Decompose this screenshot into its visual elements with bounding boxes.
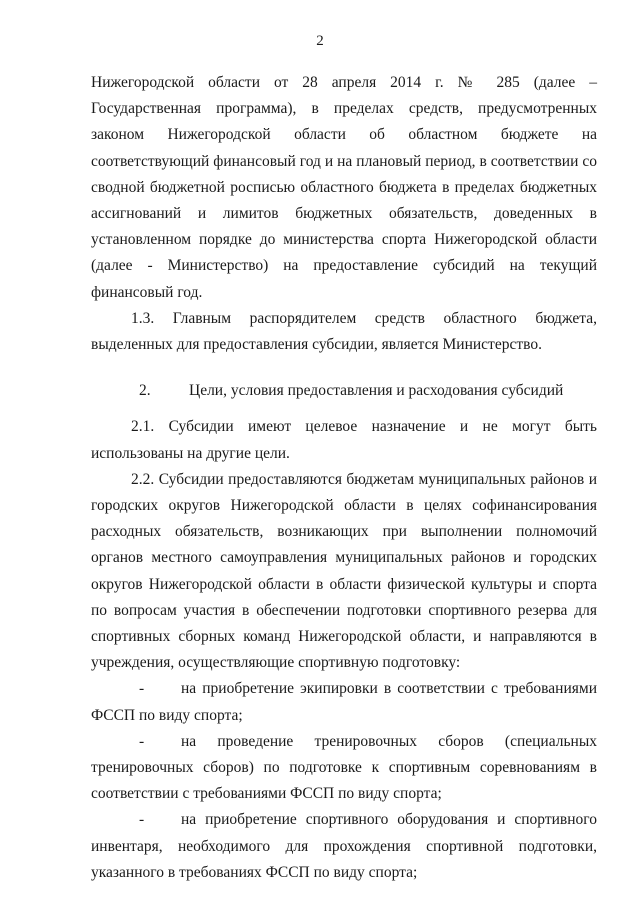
paragraph-2-2: 2.2. Субсидии предоставляются бюджетам муниципальных районов и городских округов Нижегородской области в целях софинансирования расходных обязательств, возникающих при выполнении полномочий органов местного самоуправления муниципальных районов и городских округов Нижегородской области в области физической культуры и спорта по вопросам участия в обеспечении подготовки спортивного резерва для спортивных сборных команд Нижегородской области, и направляются в учреждения, осуществляющие спортивную подготовку: <box>91 470 597 672</box>
paragraph-1-3: 1.3. Главным распорядителем средств областного бюджета, выделенных для предоставления субсидии, является Министерство. <box>91 309 597 354</box>
section-number: 2. <box>139 382 151 400</box>
list-item-text: на проведение тренировочных сборов (специальных тренировочных сборов) по подготовке к спортивным соревнованиям в соответствии с требованиями ФССП по виду спорта; <box>91 732 597 803</box>
list-item <box>91 807 597 886</box>
list-dash: - <box>139 811 145 829</box>
list-item-text: на приобретение спортивного оборудования и спортивного инвентаря, необходимого для прохождения спортивной подготовки, указанного в требованиях ФССП по виду спорта; <box>91 811 597 881</box>
document-body <box>91 70 597 886</box>
section-heading <box>91 378 597 404</box>
section-title: Цели, условия предоставления и расходования субсидий <box>189 382 564 400</box>
paragraph-2-1: 2.1. Субсидии имеют целевое назначение и не могут быть использованы на другие цели. <box>91 418 597 462</box>
list-item-text: на приобретение экипировки в соответствии с требованиями ФССП по виду спорта; <box>91 680 597 724</box>
list-item <box>91 676 597 728</box>
list-item <box>91 729 597 808</box>
page-number: 2 <box>316 33 324 49</box>
list-dash: - <box>139 680 145 698</box>
list-dash: - <box>139 732 145 750</box>
paragraph-program-funding: Нижегородской области от 28 апреля 2014 г. № 285 (далее – Государственная программа), в пределах средств, предусмотренных законом Нижегородской области об областном бюджете на соответствующий финансовый год и на плановый период, в соответствии со сводной бюджетной росписью областного бюджета в пределах бюджетных ассигнований и лимитов бюджетных обязательств, доведенных в установленном порядке до министерства спорта Нижегородской области (далее - Министерство) на предоставление субсидий на текущий финансовый год. <box>91 74 597 301</box>
